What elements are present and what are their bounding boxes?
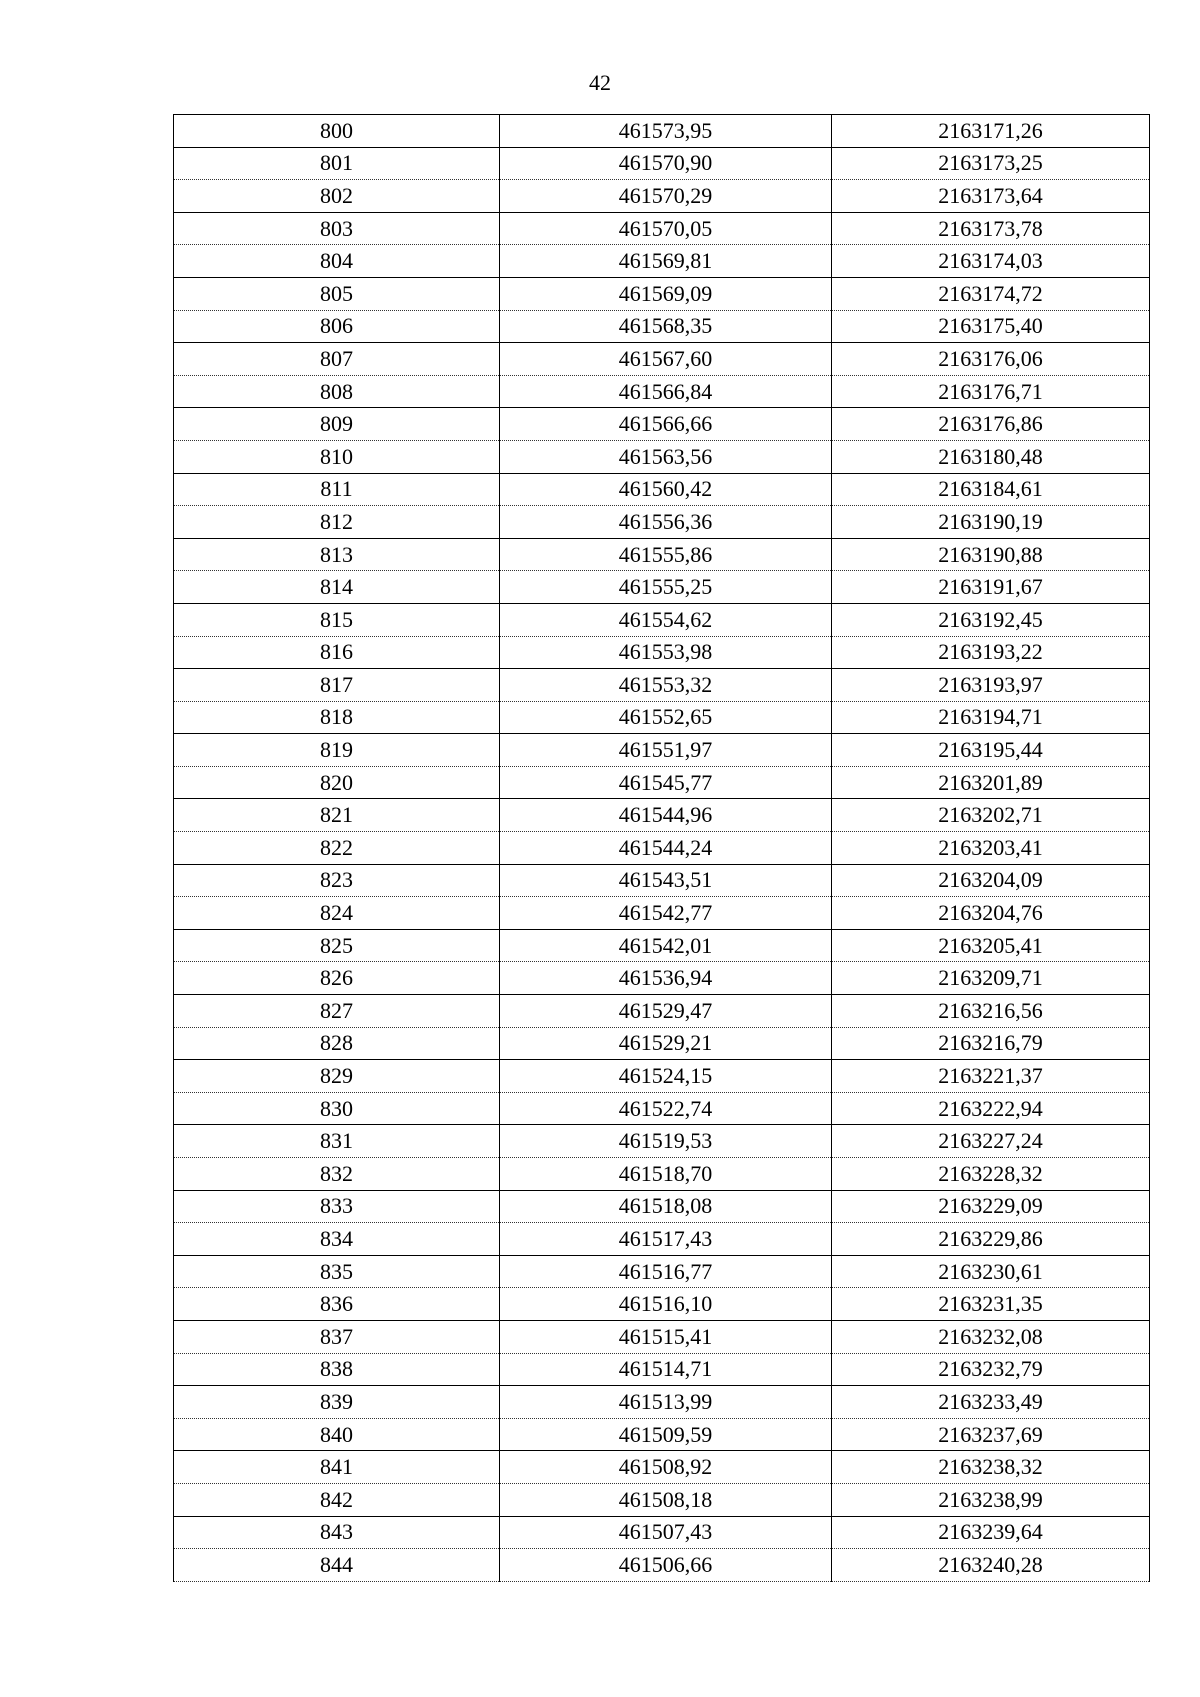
x-coordinate-cell: 461542,77 bbox=[500, 897, 832, 930]
point-number-cell: 841 bbox=[174, 1451, 500, 1484]
point-number-cell: 840 bbox=[174, 1418, 500, 1451]
table-row bbox=[174, 1158, 1150, 1191]
x-coordinate-cell: 461542,01 bbox=[500, 929, 832, 962]
table-row bbox=[174, 897, 1150, 930]
point-number-cell: 839 bbox=[174, 1386, 500, 1419]
point-number-cell: 835 bbox=[174, 1255, 500, 1288]
y-coordinate-cell: 2163221,37 bbox=[832, 1060, 1150, 1093]
point-number-cell: 842 bbox=[174, 1483, 500, 1516]
y-coordinate-cell: 2163173,64 bbox=[832, 180, 1150, 213]
table-row bbox=[174, 636, 1150, 669]
table-row bbox=[174, 962, 1150, 995]
x-coordinate-cell: 461515,41 bbox=[500, 1320, 832, 1353]
page-number: 42 bbox=[589, 70, 611, 95]
point-number-cell: 803 bbox=[174, 212, 500, 245]
point-number-cell: 836 bbox=[174, 1288, 500, 1321]
x-coordinate-cell: 461553,32 bbox=[500, 669, 832, 702]
table-row bbox=[174, 440, 1150, 473]
point-number-cell: 816 bbox=[174, 636, 500, 669]
table-row bbox=[174, 1386, 1150, 1419]
point-number-cell: 837 bbox=[174, 1320, 500, 1353]
y-coordinate-cell: 2163184,61 bbox=[832, 473, 1150, 506]
x-coordinate-cell: 461560,42 bbox=[500, 473, 832, 506]
point-number-cell: 838 bbox=[174, 1353, 500, 1386]
y-coordinate-cell: 2163230,61 bbox=[832, 1255, 1150, 1288]
point-number-cell: 824 bbox=[174, 897, 500, 930]
x-coordinate-cell: 461553,98 bbox=[500, 636, 832, 669]
x-coordinate-cell: 461570,90 bbox=[500, 147, 832, 180]
table-row bbox=[174, 1451, 1150, 1484]
point-number-cell: 825 bbox=[174, 929, 500, 962]
table-row bbox=[174, 506, 1150, 539]
point-number-cell: 805 bbox=[174, 277, 500, 310]
table-row bbox=[174, 1549, 1150, 1582]
x-coordinate-cell: 461555,86 bbox=[500, 538, 832, 571]
table-row bbox=[174, 603, 1150, 636]
point-number-cell: 807 bbox=[174, 343, 500, 376]
y-coordinate-cell: 2163176,71 bbox=[832, 375, 1150, 408]
x-coordinate-cell: 461516,77 bbox=[500, 1255, 832, 1288]
table-row bbox=[174, 1516, 1150, 1549]
y-coordinate-cell: 2163190,88 bbox=[832, 538, 1150, 571]
x-coordinate-cell: 461573,95 bbox=[500, 115, 832, 148]
point-number-cell: 827 bbox=[174, 995, 500, 1028]
table-row bbox=[174, 929, 1150, 962]
point-number-cell: 815 bbox=[174, 603, 500, 636]
x-coordinate-cell: 461570,05 bbox=[500, 212, 832, 245]
point-number-cell: 844 bbox=[174, 1549, 500, 1582]
x-coordinate-cell: 461514,71 bbox=[500, 1353, 832, 1386]
y-coordinate-cell: 2163195,44 bbox=[832, 734, 1150, 767]
x-coordinate-cell: 461570,29 bbox=[500, 180, 832, 213]
point-number-cell: 812 bbox=[174, 506, 500, 539]
table-row bbox=[174, 734, 1150, 767]
point-number-cell: 832 bbox=[174, 1158, 500, 1191]
table-row bbox=[174, 864, 1150, 897]
point-number-cell: 819 bbox=[174, 734, 500, 767]
table-row bbox=[174, 115, 1150, 148]
table-row bbox=[174, 1418, 1150, 1451]
y-coordinate-cell: 2163238,32 bbox=[832, 1451, 1150, 1484]
point-number-cell: 806 bbox=[174, 310, 500, 343]
point-number-cell: 817 bbox=[174, 669, 500, 702]
y-coordinate-cell: 2163233,49 bbox=[832, 1386, 1150, 1419]
table-row bbox=[174, 571, 1150, 604]
y-coordinate-cell: 2163232,08 bbox=[832, 1320, 1150, 1353]
y-coordinate-cell: 2163228,32 bbox=[832, 1158, 1150, 1191]
table-row bbox=[174, 212, 1150, 245]
x-coordinate-cell: 461544,24 bbox=[500, 832, 832, 865]
x-coordinate-cell: 461563,56 bbox=[500, 440, 832, 473]
x-coordinate-cell: 461524,15 bbox=[500, 1060, 832, 1093]
point-number-cell: 813 bbox=[174, 538, 500, 571]
point-number-cell: 823 bbox=[174, 864, 500, 897]
y-coordinate-cell: 2163193,22 bbox=[832, 636, 1150, 669]
y-coordinate-cell: 2163174,72 bbox=[832, 277, 1150, 310]
point-number-cell: 811 bbox=[174, 473, 500, 506]
point-number-cell: 831 bbox=[174, 1125, 500, 1158]
table-row bbox=[174, 1223, 1150, 1256]
y-coordinate-cell: 2163229,09 bbox=[832, 1190, 1150, 1223]
coordinates-table-body bbox=[174, 115, 1150, 1582]
y-coordinate-cell: 2163180,48 bbox=[832, 440, 1150, 473]
x-coordinate-cell: 461517,43 bbox=[500, 1223, 832, 1256]
y-coordinate-cell: 2163193,97 bbox=[832, 669, 1150, 702]
point-number-cell: 801 bbox=[174, 147, 500, 180]
y-coordinate-cell: 2163216,79 bbox=[832, 1027, 1150, 1060]
x-coordinate-cell: 461543,51 bbox=[500, 864, 832, 897]
y-coordinate-cell: 2163173,78 bbox=[832, 212, 1150, 245]
table-row bbox=[174, 310, 1150, 343]
point-number-cell: 808 bbox=[174, 375, 500, 408]
x-coordinate-cell: 461569,81 bbox=[500, 245, 832, 278]
x-coordinate-cell: 461519,53 bbox=[500, 1125, 832, 1158]
y-coordinate-cell: 2163201,89 bbox=[832, 766, 1150, 799]
y-coordinate-cell: 2163202,71 bbox=[832, 799, 1150, 832]
table-row bbox=[174, 832, 1150, 865]
table-row bbox=[174, 1353, 1150, 1386]
y-coordinate-cell: 2163171,26 bbox=[832, 115, 1150, 148]
x-coordinate-cell: 461529,47 bbox=[500, 995, 832, 1028]
y-coordinate-cell: 2163204,76 bbox=[832, 897, 1150, 930]
point-number-cell: 826 bbox=[174, 962, 500, 995]
point-number-cell: 822 bbox=[174, 832, 500, 865]
point-number-cell: 810 bbox=[174, 440, 500, 473]
point-number-cell: 834 bbox=[174, 1223, 500, 1256]
table-row bbox=[174, 277, 1150, 310]
y-coordinate-cell: 2163229,86 bbox=[832, 1223, 1150, 1256]
point-number-cell: 818 bbox=[174, 701, 500, 734]
y-coordinate-cell: 2163240,28 bbox=[832, 1549, 1150, 1582]
point-number-cell: 800 bbox=[174, 115, 500, 148]
y-coordinate-cell: 2163176,06 bbox=[832, 343, 1150, 376]
x-coordinate-cell: 461567,60 bbox=[500, 343, 832, 376]
y-coordinate-cell: 2163237,69 bbox=[832, 1418, 1150, 1451]
point-number-cell: 830 bbox=[174, 1092, 500, 1125]
y-coordinate-cell: 2163204,09 bbox=[832, 864, 1150, 897]
table-row bbox=[174, 766, 1150, 799]
point-number-cell: 833 bbox=[174, 1190, 500, 1223]
x-coordinate-cell: 461518,70 bbox=[500, 1158, 832, 1191]
x-coordinate-cell: 461508,92 bbox=[500, 1451, 832, 1484]
table-row bbox=[174, 538, 1150, 571]
table-row bbox=[174, 375, 1150, 408]
table-row bbox=[174, 408, 1150, 441]
table-row bbox=[174, 1255, 1150, 1288]
y-coordinate-cell: 2163192,45 bbox=[832, 603, 1150, 636]
x-coordinate-cell: 461555,25 bbox=[500, 571, 832, 604]
x-coordinate-cell: 461568,35 bbox=[500, 310, 832, 343]
x-coordinate-cell: 461554,62 bbox=[500, 603, 832, 636]
table-row bbox=[174, 473, 1150, 506]
table-row bbox=[174, 343, 1150, 376]
x-coordinate-cell: 461507,43 bbox=[500, 1516, 832, 1549]
table-row bbox=[174, 1027, 1150, 1060]
y-coordinate-cell: 2163176,86 bbox=[832, 408, 1150, 441]
y-coordinate-cell: 2163173,25 bbox=[832, 147, 1150, 180]
table-row bbox=[174, 701, 1150, 734]
point-number-cell: 804 bbox=[174, 245, 500, 278]
y-coordinate-cell: 2163238,99 bbox=[832, 1483, 1150, 1516]
table-row bbox=[174, 1190, 1150, 1223]
y-coordinate-cell: 2163205,41 bbox=[832, 929, 1150, 962]
y-coordinate-cell: 2163190,19 bbox=[832, 506, 1150, 539]
x-coordinate-cell: 461536,94 bbox=[500, 962, 832, 995]
table-row bbox=[174, 147, 1150, 180]
y-coordinate-cell: 2163216,56 bbox=[832, 995, 1150, 1028]
y-coordinate-cell: 2163239,64 bbox=[832, 1516, 1150, 1549]
y-coordinate-cell: 2163191,67 bbox=[832, 571, 1150, 604]
y-coordinate-cell: 2163222,94 bbox=[832, 1092, 1150, 1125]
x-coordinate-cell: 461545,77 bbox=[500, 766, 832, 799]
x-coordinate-cell: 461522,74 bbox=[500, 1092, 832, 1125]
x-coordinate-cell: 461513,99 bbox=[500, 1386, 832, 1419]
x-coordinate-cell: 461508,18 bbox=[500, 1483, 832, 1516]
point-number-cell: 820 bbox=[174, 766, 500, 799]
y-coordinate-cell: 2163194,71 bbox=[832, 701, 1150, 734]
coordinates-table bbox=[173, 114, 1150, 1582]
table-row bbox=[174, 1060, 1150, 1093]
point-number-cell: 809 bbox=[174, 408, 500, 441]
x-coordinate-cell: 461529,21 bbox=[500, 1027, 832, 1060]
x-coordinate-cell: 461552,65 bbox=[500, 701, 832, 734]
y-coordinate-cell: 2163209,71 bbox=[832, 962, 1150, 995]
table-row bbox=[174, 669, 1150, 702]
x-coordinate-cell: 461569,09 bbox=[500, 277, 832, 310]
point-number-cell: 814 bbox=[174, 571, 500, 604]
table-row bbox=[174, 799, 1150, 832]
y-coordinate-cell: 2163174,03 bbox=[832, 245, 1150, 278]
x-coordinate-cell: 461556,36 bbox=[500, 506, 832, 539]
table-row bbox=[174, 1288, 1150, 1321]
y-coordinate-cell: 2163175,40 bbox=[832, 310, 1150, 343]
table-row bbox=[174, 995, 1150, 1028]
x-coordinate-cell: 461509,59 bbox=[500, 1418, 832, 1451]
y-coordinate-cell: 2163231,35 bbox=[832, 1288, 1150, 1321]
table-row bbox=[174, 180, 1150, 213]
table-row bbox=[174, 1483, 1150, 1516]
point-number-cell: 828 bbox=[174, 1027, 500, 1060]
point-number-cell: 802 bbox=[174, 180, 500, 213]
point-number-cell: 829 bbox=[174, 1060, 500, 1093]
point-number-cell: 843 bbox=[174, 1516, 500, 1549]
x-coordinate-cell: 461516,10 bbox=[500, 1288, 832, 1321]
table-row bbox=[174, 1092, 1150, 1125]
table-row bbox=[174, 245, 1150, 278]
x-coordinate-cell: 461544,96 bbox=[500, 799, 832, 832]
x-coordinate-cell: 461566,66 bbox=[500, 408, 832, 441]
table-row bbox=[174, 1320, 1150, 1353]
x-coordinate-cell: 461506,66 bbox=[500, 1549, 832, 1582]
point-number-cell: 821 bbox=[174, 799, 500, 832]
table-row bbox=[174, 1125, 1150, 1158]
x-coordinate-cell: 461518,08 bbox=[500, 1190, 832, 1223]
y-coordinate-cell: 2163227,24 bbox=[832, 1125, 1150, 1158]
x-coordinate-cell: 461551,97 bbox=[500, 734, 832, 767]
y-coordinate-cell: 2163232,79 bbox=[832, 1353, 1150, 1386]
x-coordinate-cell: 461566,84 bbox=[500, 375, 832, 408]
y-coordinate-cell: 2163203,41 bbox=[832, 832, 1150, 865]
